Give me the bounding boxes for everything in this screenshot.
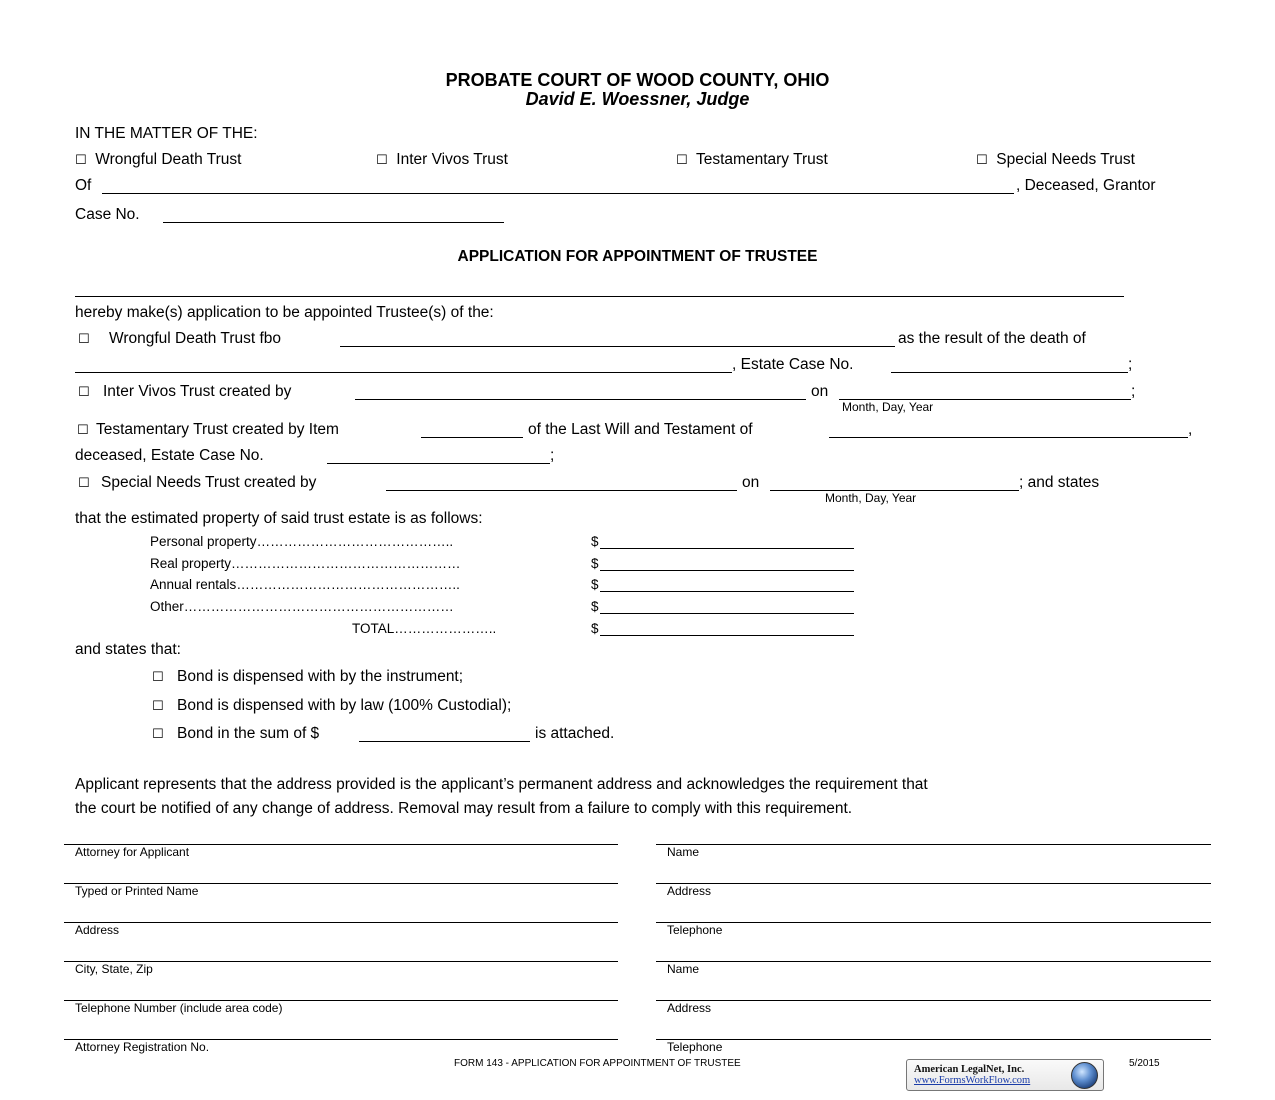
- testamentary-label: Testamentary Trust created by Item: [96, 421, 339, 438]
- application-intro: hereby make(s) application to be appointed Trustee(s) of the:: [75, 304, 494, 321]
- attorney-address-line[interactable]: [64, 922, 618, 923]
- case-number-label: Case No.: [75, 206, 140, 223]
- inter-vivos-label: Inter Vivos Trust created by: [103, 383, 292, 400]
- property-label: Personal property: [150, 534, 257, 549]
- applicant-name-field[interactable]: [75, 296, 1124, 297]
- on-label: on: [742, 474, 760, 491]
- form-footer: FORM 143 - APPLICATION FOR APPOINTMENT OF TRUSTEE: [454, 1058, 741, 1069]
- address-statement-line2: the court be notified of any change of address. Removal may result from a failure to comply with this requirement.: [75, 800, 853, 817]
- property-label: Other: [150, 599, 184, 614]
- matter-option-special-needs[interactable]: [976, 151, 1135, 169]
- other-property-field[interactable]: [600, 613, 854, 614]
- real-property-field[interactable]: [600, 570, 854, 571]
- logo-url[interactable]: www.FormsWorkFlow.com: [914, 1075, 1031, 1086]
- checkbox-icon[interactable]: ☐: [376, 153, 388, 168]
- city-state-zip-label: City, State, Zip: [75, 962, 153, 976]
- bond-sum-field[interactable]: [359, 741, 530, 742]
- registration-number-label: Attorney Registration No.: [75, 1040, 210, 1054]
- property-label: Real property: [150, 556, 232, 571]
- item-number-field[interactable]: [421, 437, 523, 438]
- bond-option-law: Bond is dispensed with by law (100% Custodial);: [177, 697, 512, 714]
- checkbox-icon[interactable]: ☐: [152, 727, 164, 742]
- leader-dots: …………………………………………..: [236, 577, 460, 592]
- grantor-name-field[interactable]: [102, 193, 1014, 194]
- currency-sign: $: [591, 621, 599, 636]
- form-date: 5/2015: [1129, 1058, 1160, 1069]
- death-of-label: as the result of the death of: [898, 330, 1086, 347]
- currency-sign: $: [591, 577, 599, 592]
- deceased-grantor-label: , Deceased, Grantor: [1016, 177, 1156, 194]
- globe-icon: [1071, 1062, 1098, 1089]
- checkbox-icon[interactable]: ☐: [78, 385, 90, 400]
- applicant-1-name-label: Name: [667, 845, 700, 859]
- and-states-that-label: and states that:: [75, 641, 181, 658]
- american-legalnet-logo[interactable]: [906, 1059, 1104, 1091]
- total-property-field[interactable]: [600, 635, 854, 636]
- property-row-other: [150, 599, 454, 614]
- comma: ,: [1188, 421, 1193, 438]
- applicant-2-name-label: Name: [667, 962, 700, 976]
- applicant-1-telephone-line[interactable]: [656, 922, 1211, 923]
- estimated-property-label: that the estimated property of said trust estate is as follows:: [75, 510, 483, 527]
- checkbox-icon[interactable]: ☐: [676, 153, 688, 168]
- checkbox-icon[interactable]: ☐: [75, 153, 87, 168]
- personal-property-field[interactable]: [600, 548, 854, 549]
- applicant-1-address-label: Address: [667, 884, 712, 898]
- matter-option-label: Special Needs Trust: [996, 151, 1135, 168]
- case-number-field[interactable]: [163, 222, 504, 223]
- applicant-2-address-label: Address: [667, 1001, 712, 1015]
- semicolon: ;: [1131, 383, 1136, 400]
- semicolon: ;: [550, 447, 555, 464]
- checkbox-icon[interactable]: ☐: [77, 423, 89, 438]
- estate-case-label: , Estate Case No.: [732, 356, 854, 373]
- attorney-telephone-label: Telephone Number (include area code): [75, 1001, 283, 1015]
- special-needs-label: Special Needs Trust created by: [101, 474, 317, 491]
- bond-option-sum-label: Bond in the sum of $: [177, 725, 320, 742]
- leader-dots: ……………………………………..: [256, 534, 454, 549]
- bond-option-instrument: Bond is dispensed with by the instrument;: [177, 668, 464, 685]
- checkbox-icon[interactable]: ☐: [78, 332, 90, 347]
- attorney-label: Attorney for Applicant: [75, 845, 190, 859]
- property-row-personal: [150, 534, 453, 549]
- matter-option-inter-vivos[interactable]: [376, 151, 508, 169]
- applicant-1-address-line[interactable]: [656, 883, 1211, 884]
- and-states-label: ; and states: [1019, 474, 1100, 491]
- date-hint: Month, Day, Year: [842, 400, 934, 414]
- judge-name: David E. Woessner, Judge: [525, 89, 750, 109]
- testator-name-field[interactable]: [829, 437, 1188, 438]
- matter-option-wrongful-death[interactable]: [75, 151, 241, 169]
- matter-option-testamentary[interactable]: [676, 151, 828, 169]
- wrongful-death-label: Wrongful Death Trust fbo: [109, 330, 282, 347]
- address-statement-line1: Applicant represents that the address provided is the applicant’s permanent address and acknowledges the requirement that: [75, 776, 928, 793]
- leader-dots: ……………………………………………………: [183, 599, 454, 614]
- applicant-2-address-line[interactable]: [656, 1000, 1211, 1001]
- matter-option-label: Inter Vivos Trust: [396, 151, 508, 168]
- currency-sign: $: [591, 534, 599, 549]
- last-will-label: of the Last Will and Testament of: [528, 421, 753, 438]
- currency-sign: $: [591, 599, 599, 614]
- currency-sign: $: [591, 556, 599, 571]
- checkbox-icon[interactable]: ☐: [152, 670, 164, 685]
- matter-label: IN THE MATTER OF THE:: [75, 125, 258, 142]
- matter-option-label: Testamentary Trust: [696, 151, 828, 168]
- fbo-field[interactable]: [340, 346, 895, 347]
- applicant-2-telephone-label: Telephone: [667, 1040, 723, 1054]
- printed-name-label: Typed or Printed Name: [75, 884, 199, 898]
- checkbox-icon[interactable]: ☐: [78, 476, 90, 491]
- applicant-2-telephone-line[interactable]: [656, 1039, 1211, 1040]
- deceased-estate-label: deceased, Estate Case No.: [75, 447, 264, 464]
- attorney-address-label: Address: [75, 923, 120, 937]
- estate-case-field[interactable]: [891, 372, 1128, 373]
- court-title: PROBATE COURT OF WOOD COUNTY, OHIO: [445, 70, 830, 90]
- date-hint: Month, Day, Year: [825, 491, 917, 505]
- special-needs-creator-field[interactable]: [386, 490, 737, 491]
- death-of-name-field[interactable]: [75, 372, 732, 373]
- leader-dots: ……………………………………………: [231, 556, 461, 571]
- semicolon: ;: [1128, 356, 1133, 373]
- on-label: on: [811, 383, 829, 400]
- property-row-real: [150, 556, 461, 571]
- application-title: APPLICATION FOR APPOINTMENT OF TRUSTEE: [457, 248, 818, 265]
- property-row-rentals: [150, 577, 460, 592]
- logo-company: American LegalNet, Inc.: [914, 1064, 1025, 1075]
- property-label: TOTAL: [352, 621, 395, 636]
- property-label: Annual rentals: [150, 577, 237, 592]
- checkbox-icon[interactable]: ☐: [976, 153, 988, 168]
- applicant-2-signature-line[interactable]: [656, 961, 1211, 962]
- matter-option-label: Wrongful Death Trust: [95, 151, 242, 168]
- applicant-1-signature-line[interactable]: [656, 844, 1211, 845]
- leader-dots: …………………..: [394, 621, 497, 636]
- bond-attached-label: is attached.: [535, 725, 615, 742]
- inter-vivos-creator-field[interactable]: [355, 399, 806, 400]
- checkbox-icon[interactable]: ☐: [152, 699, 164, 714]
- applicant-1-telephone-label: Telephone: [667, 923, 723, 937]
- property-row-total: [352, 621, 496, 636]
- annual-rentals-field[interactable]: [600, 591, 854, 592]
- testamentary-estate-case-field[interactable]: [327, 463, 550, 464]
- of-label: Of: [75, 177, 92, 194]
